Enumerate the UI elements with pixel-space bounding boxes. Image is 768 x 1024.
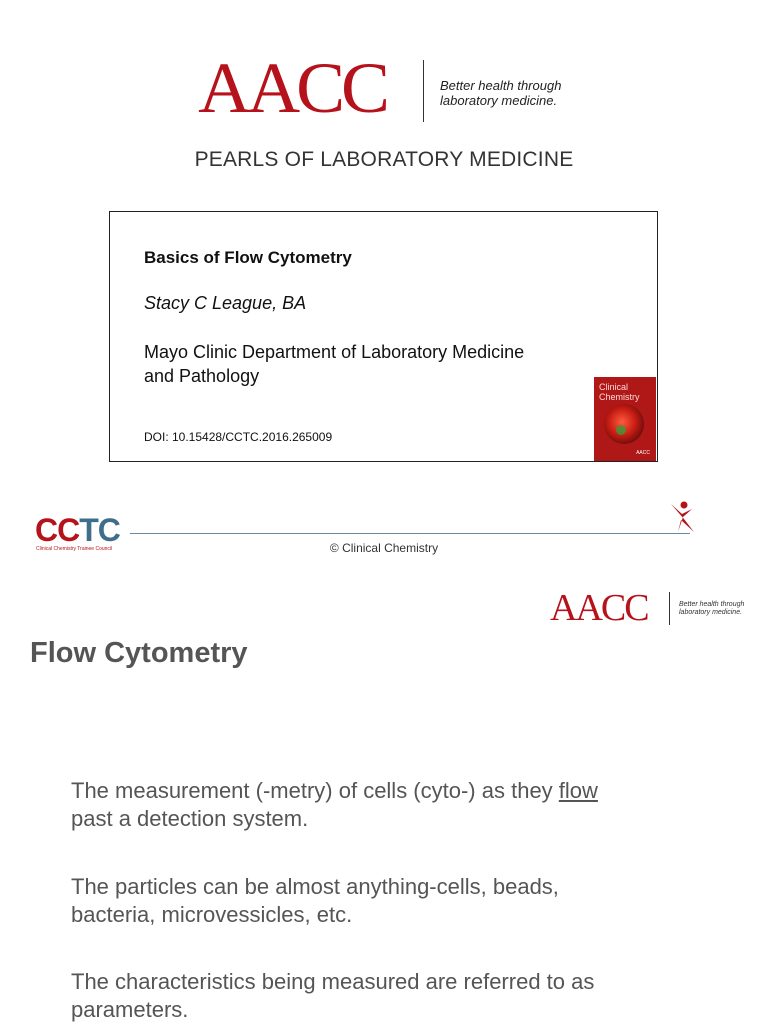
aacc-logo-small: AACC <box>550 587 648 629</box>
journal-cover-title <box>599 382 640 402</box>
slide-heading: Flow Cytometry <box>30 637 248 669</box>
bullet-particles-line-2: bacteria, microvessicles, etc. <box>71 902 353 927</box>
cctc-subtitle: Clinical Chemistry Trainee Council <box>36 546 113 552</box>
flow-link[interactable]: flow <box>558 778 598 803</box>
runner-icon <box>668 500 696 534</box>
affiliation <box>144 340 524 388</box>
tagline-line-1: Better health through <box>440 78 562 93</box>
bullet-definition-line-1 <box>71 777 711 805</box>
journal-cover-footer: AACC <box>636 450 650 456</box>
aacc-tagline-small <box>679 601 744 617</box>
journal-cover-art-accent <box>616 425 626 435</box>
series-title: PEARLS OF LABORATORY MEDICINE <box>194 148 574 171</box>
footer-divider <box>130 533 690 534</box>
aacc-logo: AACC <box>198 48 386 128</box>
logo-divider-small <box>669 592 670 625</box>
tagline-small-line-2: laboratory medicine. <box>679 609 743 616</box>
presentation-title: Basics of Flow Cytometry <box>144 248 352 267</box>
journal-cover-title-line-1: Clinical <box>599 382 629 392</box>
cctc-logo-tc: TC <box>79 512 120 548</box>
bullet-definition-prefix: The measurement (-metry) of cells (cyto-) as they <box>71 778 559 803</box>
bullet-definition <box>71 777 711 833</box>
journal-cover-title-line-2: Chemistry <box>599 392 640 402</box>
bullet-parameters-line-1: The characteristics being measured are referred to as <box>71 969 595 994</box>
bullet-parameters <box>71 968 711 1024</box>
affiliation-line-2: and Pathology <box>144 366 260 386</box>
cctc-logo-cc: CC <box>35 512 80 548</box>
author-name: Stacy C League, BA <box>144 293 307 313</box>
bullet-definition-line-2: past a detection system. <box>71 806 309 831</box>
aacc-tagline <box>440 78 561 108</box>
logo-divider <box>423 60 424 122</box>
bullet-particles-line-1: The particles can be almost anything-cells, beads, <box>71 874 559 899</box>
journal-cover-art <box>604 404 644 444</box>
journal-cover-image <box>594 377 656 461</box>
copyright-text: © Clinical Chemistry <box>329 541 439 555</box>
bullet-parameters-line-2: parameters. <box>71 997 189 1022</box>
affiliation-line-1: Mayo Clinic Department of Laboratory Medicine <box>144 342 525 362</box>
tagline-line-2: laboratory medicine. <box>440 93 558 108</box>
tagline-small-line-1: Better health through <box>679 601 745 608</box>
bullet-particles <box>71 873 711 929</box>
doi-text: DOI: 10.15428/CCTC.2016.265009 <box>144 430 333 444</box>
